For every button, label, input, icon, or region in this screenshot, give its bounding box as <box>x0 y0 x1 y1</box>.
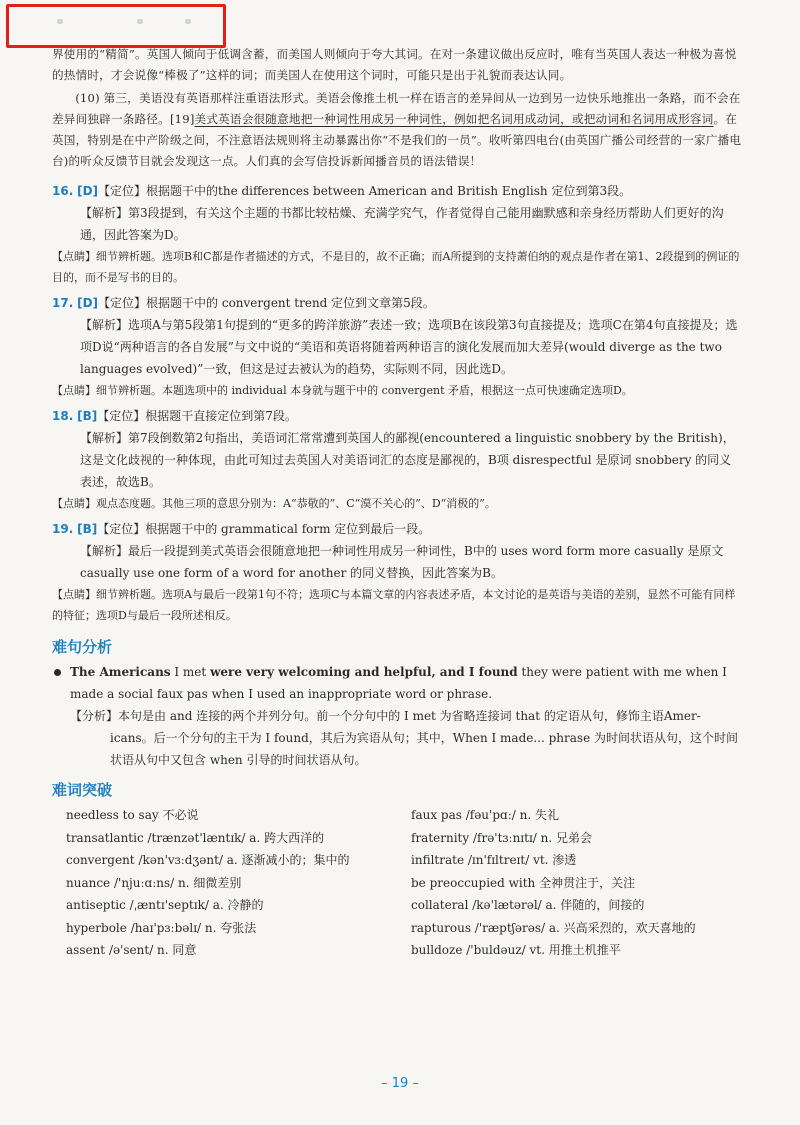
bullet-icon <box>54 669 61 676</box>
sentence-bold-2: were very welcoming and helpful, and I found <box>210 665 518 679</box>
intro-paragraph-1: 界使用的“精简”。英国人倾向于低调含蓄，而美国人则倾向于夸大其词。在对一条建议做出反应时，唯有当英国人表达一种极为喜悦的热情时，才会说像“棒极了”这样的词；而美国人在使用这个词时，可能只是出于礼貌而表达认同。 <box>52 47 737 82</box>
question-17-analysis: 【解析】选项A与第5段第1句提到的“更多的跨洋旅游”表述一致；选项B在该段第3句直接提及；选项C在第4句直接提及；选项D说“两种语言的各自发展”与文中说的“美语和英语将随着两种语言的演化发展而加大差异(would diverge as the two languages evolved)”一致，但这是过去被认为的趋势，实际则不同，因此选D。 <box>80 318 738 376</box>
vocab-grid <box>66 804 742 962</box>
q-answer: [D] <box>77 296 99 310</box>
question-19-analysis: 【解析】最后一段提到美式英语会很随意地把一种词性用成另一种词性，B中的 uses word form more casually 是原文 casually use one form of a word for another 的同义替换，因此答案为B。 <box>80 544 724 580</box>
vocab-item: rapturous /'ræptʃərəs/ a. 兴高采烈的，欢天喜地的 <box>411 920 696 935</box>
question-18-locate <box>52 405 742 427</box>
vocab-item: hyperbole /haɪ'pɜːbəlɪ/ n. 夸张法 <box>66 920 257 935</box>
q-locate: 【定位】根据题干直接定位到第7段。 <box>97 409 297 423</box>
difficult-sentence <box>52 661 742 705</box>
vocab-item: assent /ə'sent/ n. 同意 <box>66 943 197 957</box>
analysis-line-b: icans。后一个分句的主干为 I found，其后为宾语从句；其中，When I made... phrase 为时间状语从句，这个时间状语从句中又包含 when 引导的时间状语从句。 <box>110 731 738 767</box>
section-title-vocab: 难词突破 <box>52 781 113 799</box>
sentence-text-1: I met <box>170 665 211 679</box>
q-locate: 【定位】根据题干中的the differences between American and British English 定位到第3段。 <box>98 184 632 198</box>
question-16-analysis: 【解析】第3段提到，有关这个主题的书都比较枯燥、充满学究气，作者觉得自己能用幽默感和亲身经历帮助人们更好的沟通，因此答案为D。 <box>80 206 724 242</box>
question-16-locate <box>52 180 742 202</box>
question-17-tip: 【点睛】细节辨析题。本题选项中的 individual 本身就与题干中的 convergent 矛盾，根据这一点可快速确定选项D。 <box>52 384 633 397</box>
q-answer: [B] <box>77 409 98 423</box>
vocab-item: be preoccupied with 全神贯注于，关注 <box>411 875 636 890</box>
vocab-item: convergent /kən'vɜːdʒənt/ a. 逐渐减小的；集中的 <box>66 853 350 867</box>
sentence-text-2: they were patient with me when I made a social faux pas when I used an inappropriate word or phrase. <box>70 665 727 701</box>
page-content <box>52 44 742 962</box>
vocab-item: antiseptic /ˌæntɪ'septɪk/ a. 冷静的 <box>66 898 264 912</box>
difficult-sentence-analysis <box>52 705 742 771</box>
p2-text-b: 。在英国，特别是在中产阶级之间，不注意语法规则将主动暴露出你“不是我们的一员”。收听第四电台(由英国广播公司经营的一家广播电台)的听众反馈节目就会发现这一点。人们真的会写信投诉新闻播音员的语法错误！ <box>52 112 742 168</box>
question-19-locate <box>52 518 742 540</box>
vocab-item: infiltrate /ɪn'fɪltreɪt/ vt. 渗透 <box>411 853 577 867</box>
redacted-header-box <box>6 4 226 48</box>
section-title-difficult-sentence: 难句分析 <box>52 638 113 656</box>
smudge-mark <box>137 19 143 24</box>
vocab-item: nuance /'njuːɑːns/ n. 细微差别 <box>66 875 242 890</box>
question-18-tip: 【点睛】观点态度题。其他三项的意思分别为：A“恭敬的”、C“漠不关心的”、D“消极的”。 <box>52 497 496 510</box>
vocab-item: bulldoze /'buldəuz/ vt. 用推土机推平 <box>411 943 621 957</box>
smudge-mark <box>185 19 191 24</box>
q-answer: [B] <box>77 522 98 536</box>
question-17-locate <box>52 292 742 314</box>
question-19-tip: 【点睛】细节辨析题。选项A与最后一段第1句不符；选项C与本篇文章的内容表述矛盾，本文讨论的是英语与美语的差别，显然不可能有同样的特征；选项D与最后一段所述相反。 <box>52 588 736 622</box>
analysis-line-a: 【分析】本句是由 and 连接的两个并列分句。前一个分句中的 I met 为省略连接词 that 的定语从句，修饰主语Amer- <box>70 709 701 723</box>
p2-underlined: 美式英语会很随意地把一种词性用成另一种词性，例如把名词用成动词，或把动词和名词用成形容词 <box>194 112 714 126</box>
smudge-mark <box>57 19 63 24</box>
vocab-item: faux pas /fəu'pɑː/ n. 失礼 <box>411 808 559 822</box>
vocab-item: fraternity /frə'tɜːnɪtɪ/ n. 兄弟会 <box>411 830 593 845</box>
question-18-analysis: 【解析】第7段倒数第2句指出，美语词汇常常遭到英国人的鄙视(encountered a linguistic snobbery by the British)，这是文化歧视的一种体现，由此可知过去英国人对美语词汇的态度是鄙视的，B项 disrespectful 是原词 snobbery 的同义表述，故选B。 <box>80 431 735 489</box>
q-number: 19. <box>52 522 74 536</box>
q-answer: [D] <box>77 184 99 198</box>
q-locate: 【定位】根据题干中的 convergent trend 定位到文章第5段。 <box>98 296 435 310</box>
vocab-item: transatlantic /trænzət'læntɪk/ a. 跨大西洋的 <box>66 830 325 845</box>
intro-paragraph-2 <box>52 88 742 172</box>
vocab-item: collateral /kə'lætərəl/ a. 伴随的，间接的 <box>411 898 645 912</box>
vocab-item: needless to say 不必说 <box>66 808 199 822</box>
q-number: 17. <box>52 296 74 310</box>
sentence-bold-1: The Americans <box>70 665 171 679</box>
p2-text-a: (10) 第三，美语没有英语那样注重语法形式。美语会像推土机一样在语言的差异间从一边到另一边快乐地推出一条路，而不会在差异间独辟一条路径。[19] <box>52 91 741 126</box>
page-number: – 19 – <box>381 1076 419 1091</box>
q-number: 18. <box>52 409 74 423</box>
q-locate: 【定位】根据题干中的 grammatical form 定位到最后一段。 <box>97 522 431 536</box>
q-number: 16. <box>52 184 74 198</box>
question-16-tip: 【点睛】细节辨析题。选项B和C都是作者描述的方式，不是目的，故不正确；而A所提到的支持萧伯纳的观点是作者在第1、2段提到的例证的目的，而不是写书的目的。 <box>52 250 740 284</box>
